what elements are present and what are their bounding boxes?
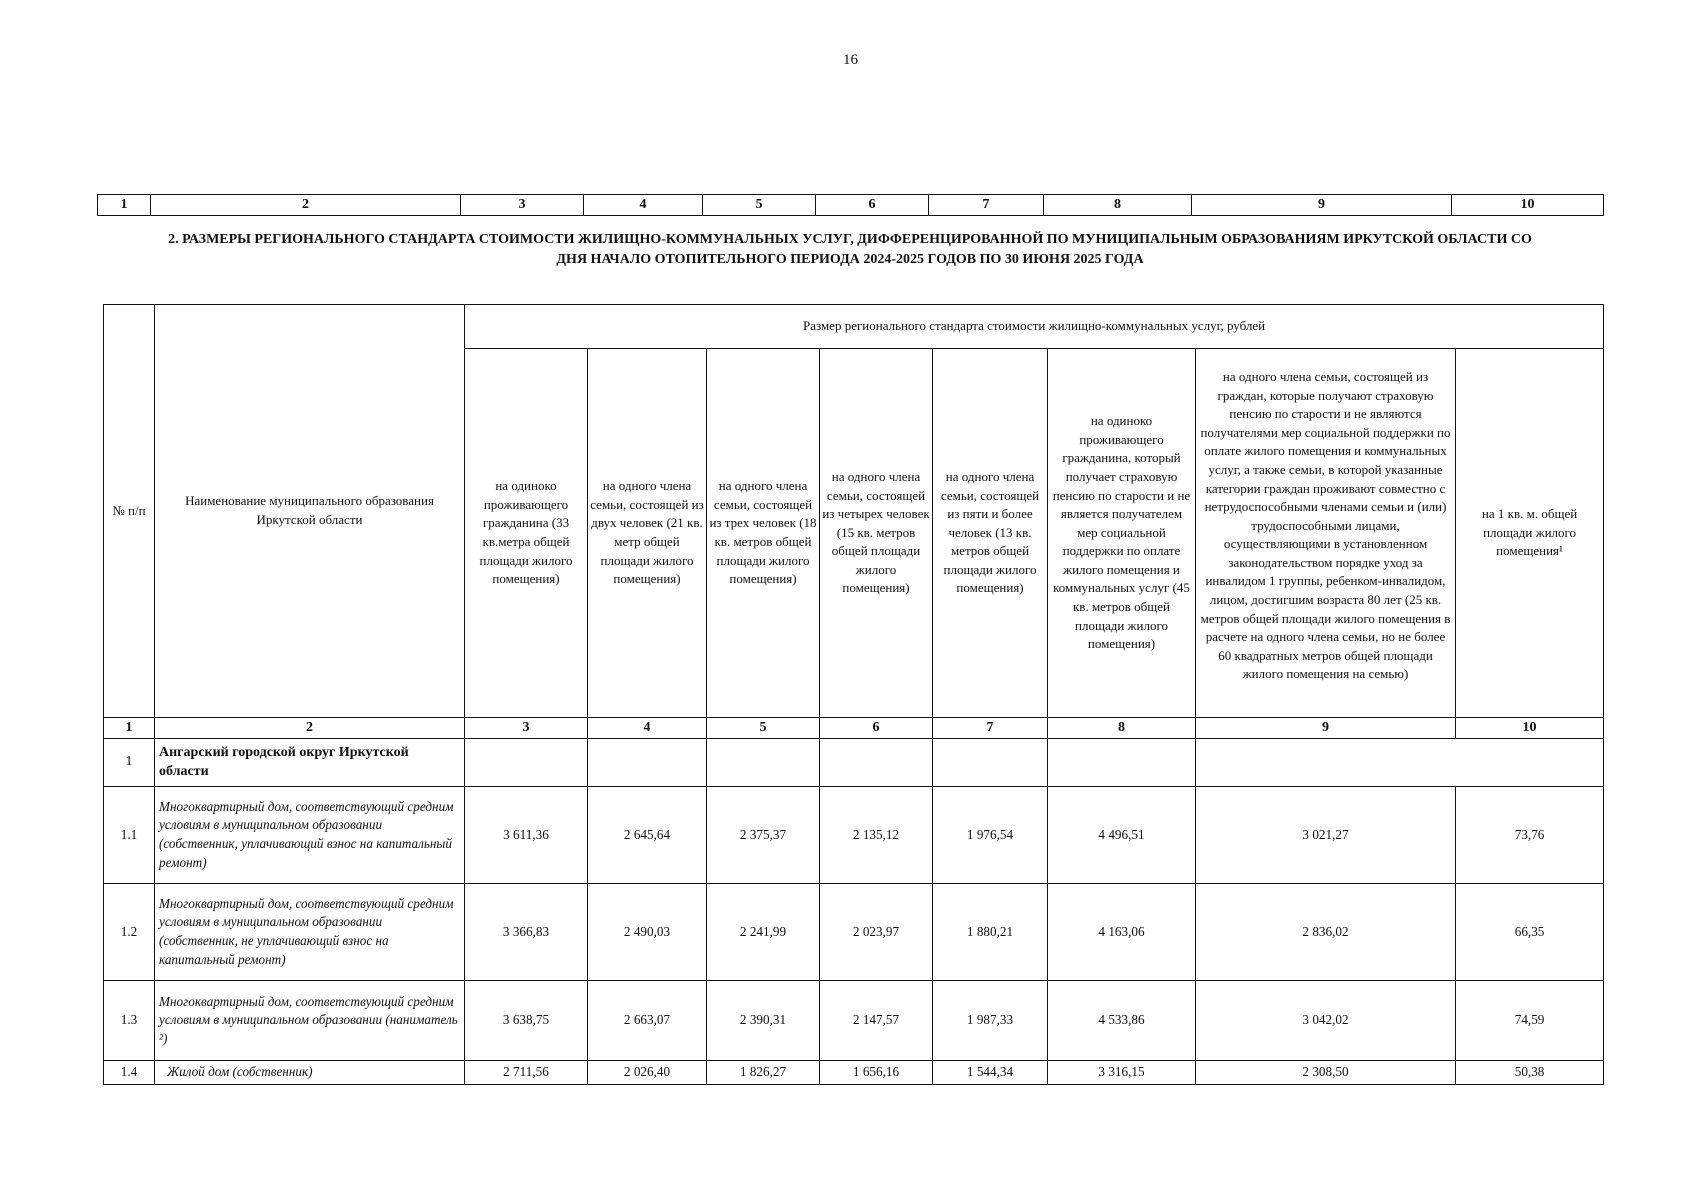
value-cell: 2 711,56 bbox=[465, 1061, 588, 1085]
value-cell: 2 147,57 bbox=[820, 981, 933, 1061]
strip-cell: 2 bbox=[151, 195, 461, 216]
strip-cell: 5 bbox=[703, 195, 816, 216]
value-cell: 2 490,03 bbox=[588, 884, 707, 981]
group-header: Размер регионального стандарта стоимости жилищно-коммунальных услуг, рублей bbox=[465, 305, 1604, 349]
strip-cell: 4 bbox=[584, 195, 703, 216]
col-number: 1 bbox=[104, 718, 155, 739]
col-header-10: на 1 кв. м. общей площади жилого помещения¹ bbox=[1456, 349, 1604, 718]
table-row bbox=[104, 787, 1604, 884]
value-cell: 3 316,15 bbox=[1048, 1061, 1196, 1085]
value-cell: 3 021,27 bbox=[1196, 787, 1456, 884]
col-number: 3 bbox=[465, 718, 588, 739]
value-cell: 2 645,64 bbox=[588, 787, 707, 884]
col-header-5: на одного члена семьи, состоящей из трех человек (18 кв. метров общей площади жилого помещения) bbox=[707, 349, 820, 718]
value-cell: 4 533,86 bbox=[1048, 981, 1196, 1061]
value-cell: 2 375,37 bbox=[707, 787, 820, 884]
value-cell: 4 496,51 bbox=[1048, 787, 1196, 884]
value-cell: 2 241,99 bbox=[707, 884, 820, 981]
column-number-strip bbox=[97, 194, 1604, 216]
col-header-9 bbox=[1196, 349, 1456, 718]
value-cell: 2 308,50 bbox=[1196, 1061, 1456, 1085]
value-cell: 3 611,36 bbox=[465, 787, 588, 884]
row-number: 1.1 bbox=[104, 787, 155, 884]
strip-cell: 7 bbox=[929, 195, 1044, 216]
col-number: 4 bbox=[588, 718, 707, 739]
col-header-4: на одного члена семьи, состоящей из двух человек (21 кв. метр общей площади жилого помещения) bbox=[588, 349, 707, 718]
table-row bbox=[104, 981, 1604, 1061]
value-cell: 2 026,40 bbox=[588, 1061, 707, 1085]
strip-cell: 1 bbox=[98, 195, 151, 216]
strip-cell: 9 bbox=[1192, 195, 1452, 216]
value-cell: 74,59 bbox=[1456, 981, 1604, 1061]
row-name: Жилой дом (собственник) bbox=[155, 1061, 465, 1085]
col-number: 6 bbox=[820, 718, 933, 739]
value-cell: 2 836,02 bbox=[1196, 884, 1456, 981]
value-cell: 1 987,33 bbox=[933, 981, 1048, 1061]
col-header-number: № п/п bbox=[104, 305, 155, 718]
value-cell: 1 544,34 bbox=[933, 1061, 1048, 1085]
section-heading bbox=[97, 230, 1603, 270]
value-cell: 3 366,83 bbox=[465, 884, 588, 981]
value-cell: 3 042,02 bbox=[1196, 981, 1456, 1061]
value-cell: 2 023,97 bbox=[820, 884, 933, 981]
heading-line-1: 2. РАЗМЕРЫ РЕГИОНАЛЬНОГО СТАНДАРТА СТОИМОСТИ ЖИЛИЩНО-КОММУНАЛЬНЫХ УСЛУГ, ДИФФЕРЕНЦИРОВАННОЙ ПО МУНИЦИПАЛЬНЫМ ОБРАЗОВАНИЯМ ИРКУТСКОЙ ОБЛАСТИ СО bbox=[168, 232, 1532, 247]
strip-cell: 8 bbox=[1044, 195, 1192, 216]
heading-line-2: ДНЯ НАЧАЛО ОТОПИТЕЛЬНОГО ПЕРИОДА 2024-2025 ГОДОВ ПО 30 ИЮНЯ 2025 ГОДА bbox=[556, 252, 1144, 267]
col-number: 5 bbox=[707, 718, 820, 739]
col-header-name: Наименование муниципального образования Иркутской области bbox=[155, 305, 465, 718]
value-cell: 2 663,07 bbox=[588, 981, 707, 1061]
tariff-table bbox=[103, 304, 1604, 1085]
strip-cell: 6 bbox=[816, 195, 929, 216]
row-number: 1.4 bbox=[104, 1061, 155, 1085]
empty-cell bbox=[588, 739, 707, 787]
value-cell: 1 826,27 bbox=[707, 1061, 820, 1085]
empty-cell bbox=[820, 739, 933, 787]
value-cell: 4 163,06 bbox=[1048, 884, 1196, 981]
value-cell: 1 656,16 bbox=[820, 1061, 933, 1085]
table-row bbox=[104, 1061, 1604, 1085]
group-row bbox=[104, 739, 1604, 787]
col-number: 10 bbox=[1456, 718, 1604, 739]
group-row-number: 1 bbox=[104, 739, 155, 787]
value-cell: 2 390,31 bbox=[707, 981, 820, 1061]
value-cell: 1 976,54 bbox=[933, 787, 1048, 884]
col-number: 2 bbox=[155, 718, 465, 739]
strip-cell: 10 bbox=[1452, 195, 1604, 216]
col-header-8: на одиноко проживающего гражданина, который получает страховую пенсию по старости и не является получателем мер социальной поддержки по оплате жилого помещения и коммунальных услуг (45 кв. метров общей площади жилого помещения) bbox=[1048, 349, 1196, 718]
strip-cell: 3 bbox=[461, 195, 584, 216]
col-number: 9 bbox=[1196, 718, 1456, 739]
empty-cell bbox=[465, 739, 588, 787]
empty-cell bbox=[1048, 739, 1196, 787]
empty-cell bbox=[707, 739, 820, 787]
value-cell: 50,38 bbox=[1456, 1061, 1604, 1085]
row-number: 1.3 bbox=[104, 981, 155, 1061]
table-row bbox=[104, 884, 1604, 981]
col-header-9-text: на одного члена семьи, состоящей из граждан, которые получают страховую пенсию по старости и не являются получателями мер социальной поддержки по оплате жилого помещения и коммунальных услуг, а также семьи, в которой указанные категории граждан проживают совместно с нетрудоспособными членами семьи и (или) трудоспособными лицами, осуществляющими в установленном законодательством порядке уход за инвалидом 1 группы, ребенком-инвалидом, лицом, достигшим возраста 80 лет (25 кв. метров общей площади жилого помещения в расчете на одного члена семьи, но не более 60 квадратных метров общей площади жилого помещения на семью) bbox=[1200, 368, 1451, 682]
col-header-6: на одного члена семьи, состоящей из четырех человек (15 кв. метров общей площади жилого помещения) bbox=[820, 349, 933, 718]
empty-cell bbox=[933, 739, 1048, 787]
col-header-7: на одного члена семьи, состоящей из пяти и более человек (13 кв. метров общей площади жилого помещения) bbox=[933, 349, 1048, 718]
value-cell: 3 638,75 bbox=[465, 981, 588, 1061]
group-row-name: Ангарский городской округ Иркутской области bbox=[155, 739, 465, 787]
value-cell: 73,76 bbox=[1456, 787, 1604, 884]
col-number: 7 bbox=[933, 718, 1048, 739]
value-cell: 2 135,12 bbox=[820, 787, 933, 884]
page-number: 16 bbox=[843, 52, 858, 68]
col-header-3: на одиноко проживающего гражданина (33 кв.метра общей площади жилого помещения) bbox=[465, 349, 588, 718]
row-name: Многоквартирный дом, соответствующий средним условиям в муниципальном образовании (наниматель ²) bbox=[155, 981, 465, 1061]
row-name: Многоквартирный дом, соответствующий средним условиям в муниципальном образовании (собственник, уплачивающий взнос на капитальный ремонт) bbox=[155, 787, 465, 884]
col-number: 8 bbox=[1048, 718, 1196, 739]
empty-cell bbox=[1196, 739, 1604, 787]
row-name: Многоквартирный дом, соответствующий средним условиям в муниципальном образовании (собственник, не уплачивающий взнос на капитальный ремонт) bbox=[155, 884, 465, 981]
value-cell: 66,35 bbox=[1456, 884, 1604, 981]
row-number: 1.2 bbox=[104, 884, 155, 981]
value-cell: 1 880,21 bbox=[933, 884, 1048, 981]
